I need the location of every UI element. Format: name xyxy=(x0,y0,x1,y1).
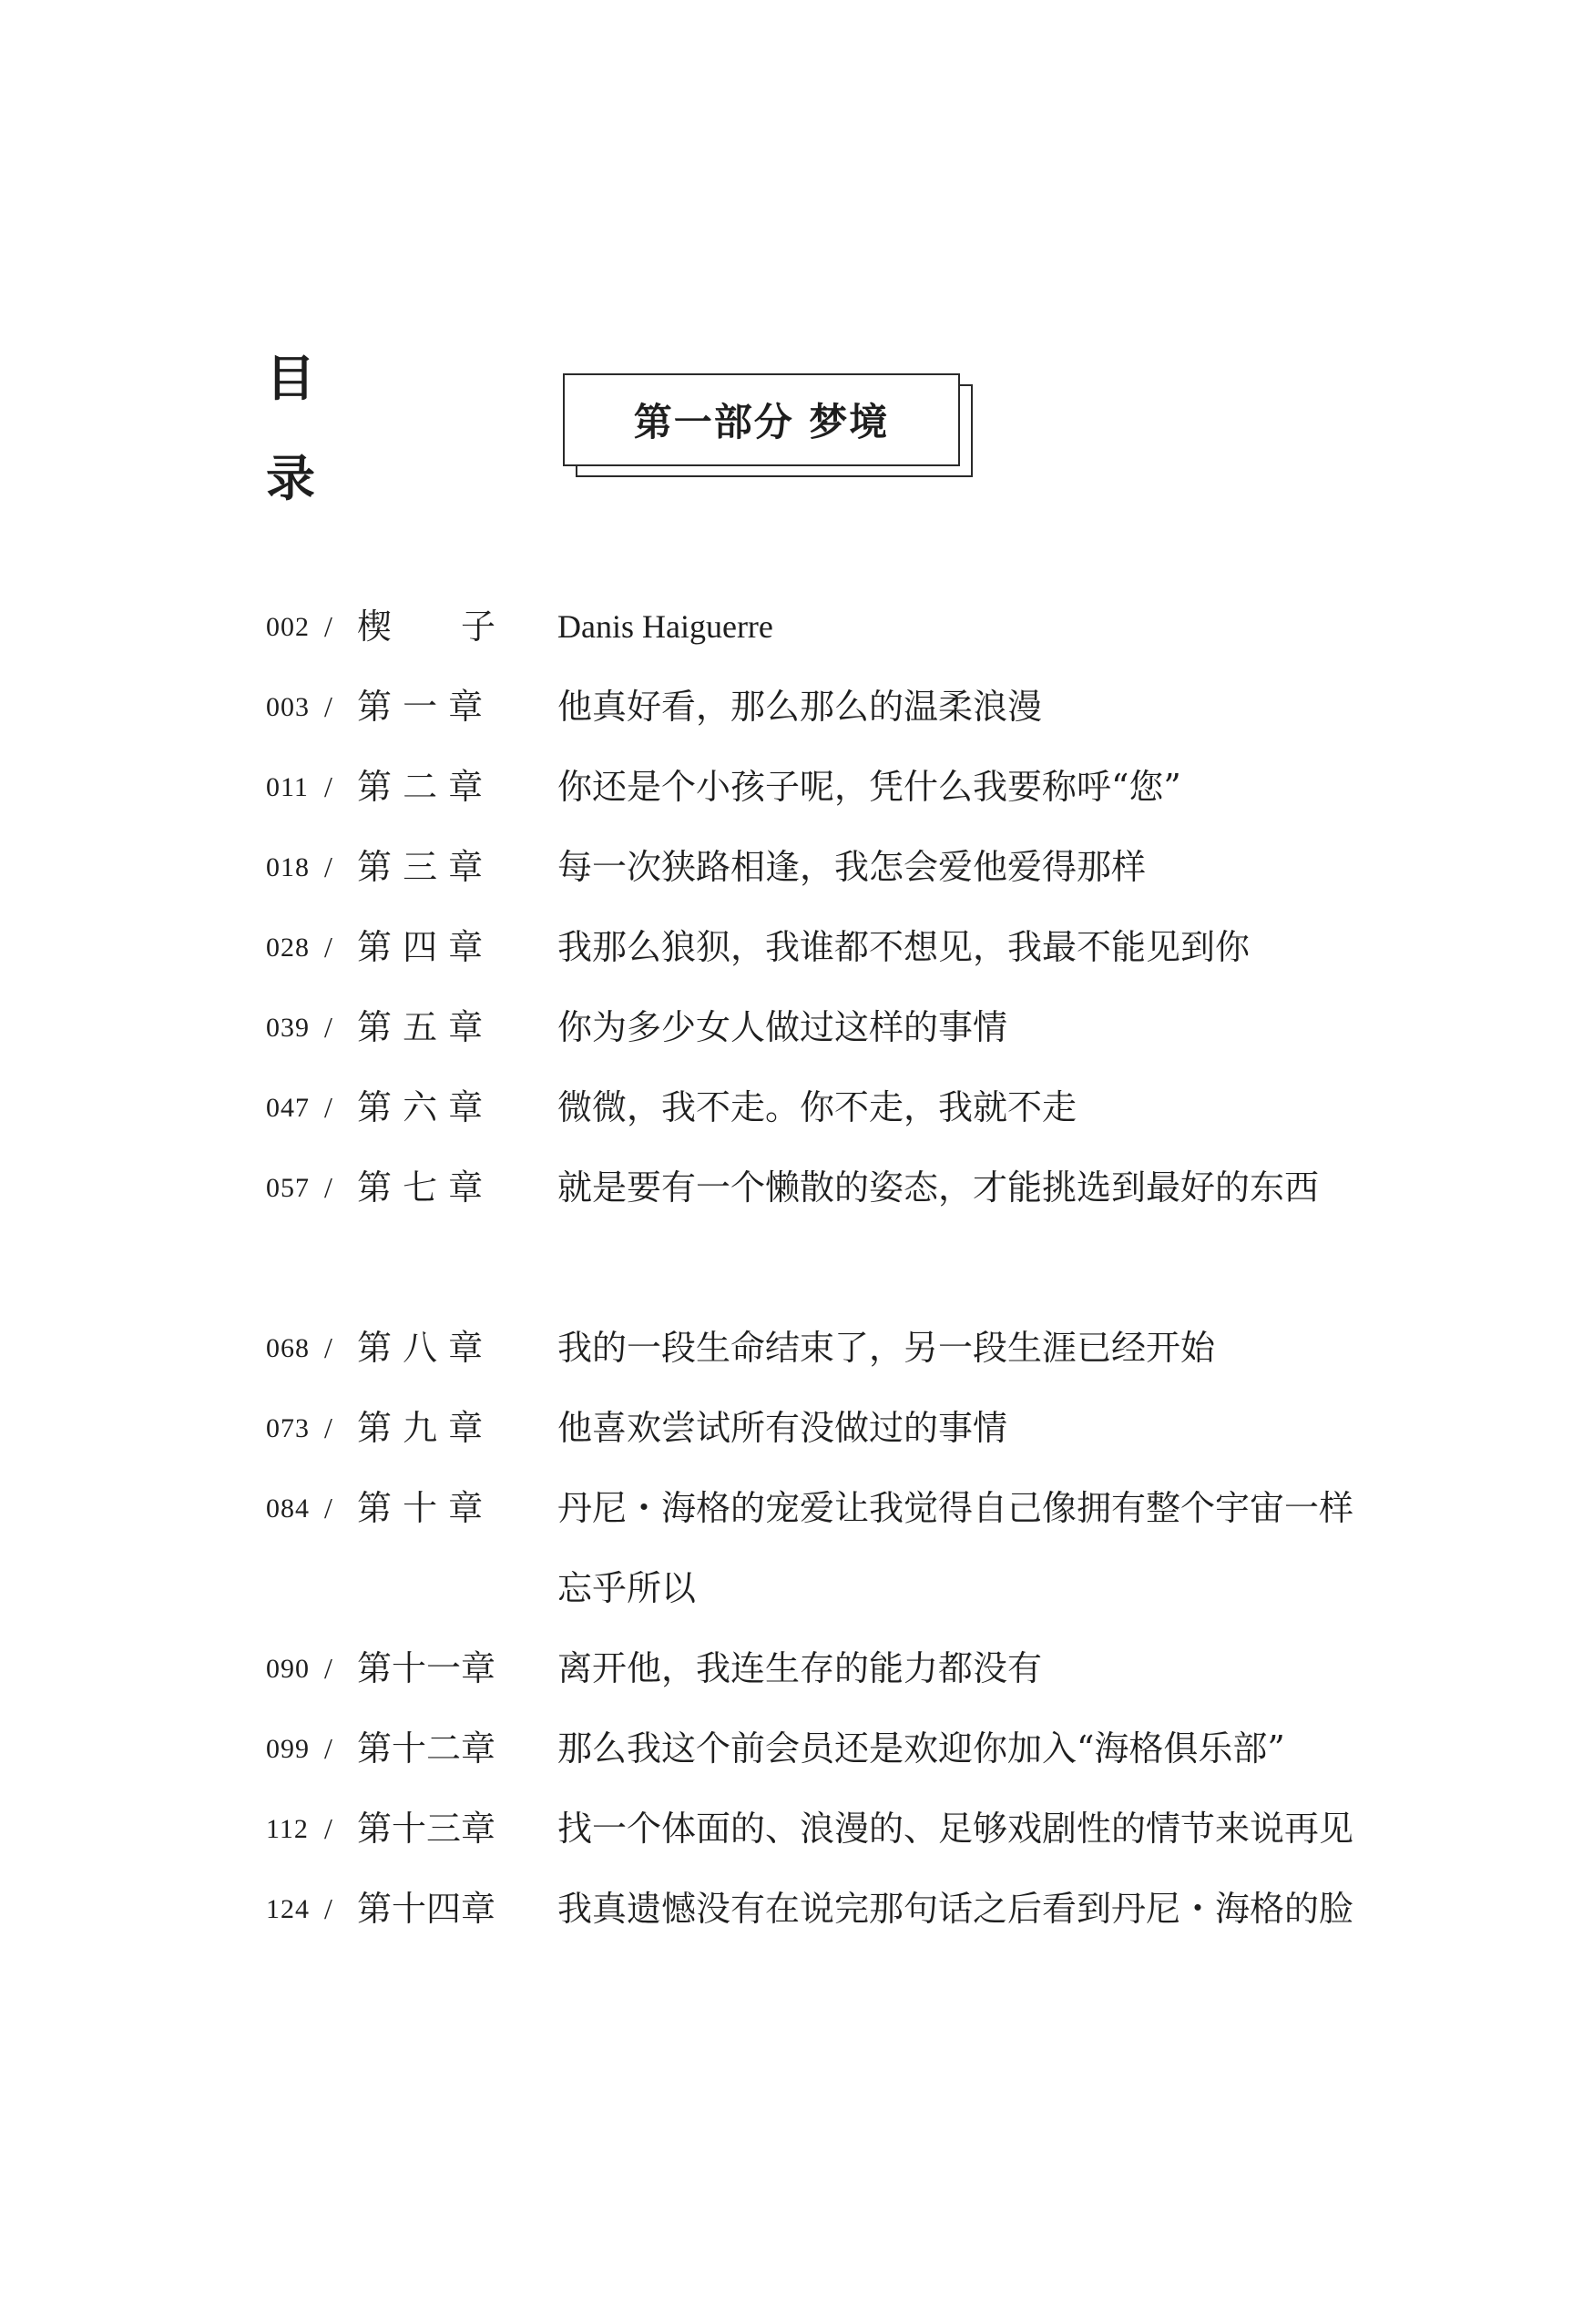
toc-entry-chapter-9[interactable] xyxy=(266,1401,1359,1455)
chapter-label: 第 三 章 xyxy=(357,847,484,887)
page-number: 003 xyxy=(266,692,310,722)
chapter-label: 第 二 章 xyxy=(357,767,484,807)
toc-entry-chapter-11[interactable] xyxy=(266,1641,1359,1696)
separator: / xyxy=(324,1011,332,1044)
chapter-label: 第十四章 xyxy=(357,1889,496,1929)
chapter-title: 微微，我不走。你不走，我就不走 xyxy=(557,1087,1077,1127)
toc-entry-chapter-4[interactable] xyxy=(266,920,1359,974)
part-title: 第一部分 梦境 xyxy=(633,400,890,444)
chapter-title: 他真好看，那么那么的温柔浪漫 xyxy=(557,687,1043,727)
separator: / xyxy=(324,770,332,803)
toc-heading-char-2: 录 xyxy=(266,449,315,507)
chapter-title-continuation: 忘乎所以 xyxy=(557,1568,697,1608)
separator: / xyxy=(324,1492,332,1524)
separator: / xyxy=(324,690,332,723)
chapter-title: 丹尼・海格的宠爱让我觉得自己像拥有整个宇宙一样 xyxy=(557,1488,1354,1528)
chapter-label: 第 七 章 xyxy=(357,1167,484,1208)
separator: / xyxy=(324,1892,332,1925)
part-title-box xyxy=(563,373,960,466)
separator: / xyxy=(324,610,332,643)
chapter-label: 楔 子 xyxy=(357,606,496,647)
separator: / xyxy=(324,1652,332,1685)
page-number: 068 xyxy=(266,1333,310,1363)
toc-entry-chapter-12[interactable] xyxy=(266,1721,1359,1776)
chapter-label: 第 四 章 xyxy=(357,927,484,967)
chapter-label: 第 八 章 xyxy=(357,1328,484,1368)
page-number: 112 xyxy=(266,1814,309,1844)
chapter-label: 第 六 章 xyxy=(357,1087,484,1127)
page-number: 057 xyxy=(266,1173,310,1203)
toc-entry-chapter-6[interactable] xyxy=(266,1080,1359,1135)
chapter-label: 第 一 章 xyxy=(357,687,484,727)
toc-entry-chapter-5[interactable] xyxy=(266,1000,1359,1055)
toc-heading-char-1: 目 xyxy=(266,349,315,407)
toc-entry-chapter-2[interactable] xyxy=(266,759,1359,814)
chapter-title: 我真遗憾没有在说完那句话之后看到丹尼・海格的脸 xyxy=(557,1889,1354,1929)
chapter-title: 每一次狭路相逢，我怎会爱他爱得那样 xyxy=(557,847,1147,887)
chapter-title: 那么我这个前会员还是欢迎你加入“海格俱乐部” xyxy=(557,1728,1285,1768)
page-number: 002 xyxy=(266,612,310,642)
chapter-label: 第 五 章 xyxy=(357,1007,484,1047)
chapter-title: 找一个体面的、浪漫的、足够戏剧性的情节来说再见 xyxy=(557,1809,1354,1849)
page-number: 028 xyxy=(266,933,310,963)
chapter-label: 第十三章 xyxy=(357,1809,496,1849)
page-number: 084 xyxy=(266,1493,310,1524)
page-number: 047 xyxy=(266,1093,310,1123)
separator: / xyxy=(324,1171,332,1204)
toc-entry-chapter-13[interactable] xyxy=(266,1801,1359,1856)
page-number: 018 xyxy=(266,852,310,882)
toc-entry-chapter-14[interactable] xyxy=(266,1881,1359,1936)
separator: / xyxy=(324,931,332,963)
toc-entry-chapter-7[interactable] xyxy=(266,1160,1359,1215)
chapter-title: 就是要有一个懒散的姿态，才能挑选到最好的东西 xyxy=(557,1167,1320,1208)
chapter-title: 离开他，我连生存的能力都没有 xyxy=(557,1648,1043,1688)
chapter-title: 他喜欢尝试所有没做过的事情 xyxy=(557,1408,1008,1448)
separator: / xyxy=(324,1732,332,1765)
page-number: 011 xyxy=(266,772,309,802)
separator: / xyxy=(324,1412,332,1444)
toc-entry-chapter-3[interactable] xyxy=(266,840,1359,894)
separator: / xyxy=(324,1331,332,1364)
toc-entry-prologue[interactable] xyxy=(266,599,1359,654)
toc-entry-chapter-10[interactable] xyxy=(266,1481,1359,1535)
page-number: 090 xyxy=(266,1654,310,1684)
chapter-title: 我那么狼狈，我谁都不想见，我最不能见到你 xyxy=(557,927,1251,967)
separator: / xyxy=(324,1812,332,1845)
chapter-title: 你还是个小孩子呢，凭什么我要称呼“您” xyxy=(557,767,1181,807)
separator: / xyxy=(324,1091,332,1124)
separator: / xyxy=(324,851,332,883)
chapter-label: 第 九 章 xyxy=(357,1408,484,1448)
page-number: 039 xyxy=(266,1013,310,1043)
chapter-title: Danis Haiguerre xyxy=(557,608,773,645)
toc-entry-chapter-1[interactable] xyxy=(266,679,1359,734)
chapter-label: 第 十 章 xyxy=(357,1488,484,1528)
chapter-label: 第十一章 xyxy=(357,1648,496,1688)
chapter-title: 你为多少女人做过这样的事情 xyxy=(557,1007,1008,1047)
chapter-label: 第十二章 xyxy=(357,1728,496,1768)
toc-entry-chapter-8[interactable] xyxy=(266,1320,1359,1375)
page-number: 124 xyxy=(266,1894,310,1924)
page-number: 073 xyxy=(266,1413,310,1443)
page-number: 099 xyxy=(266,1734,310,1764)
chapter-title: 我的一段生命结束了，另一段生涯已经开始 xyxy=(557,1328,1216,1368)
